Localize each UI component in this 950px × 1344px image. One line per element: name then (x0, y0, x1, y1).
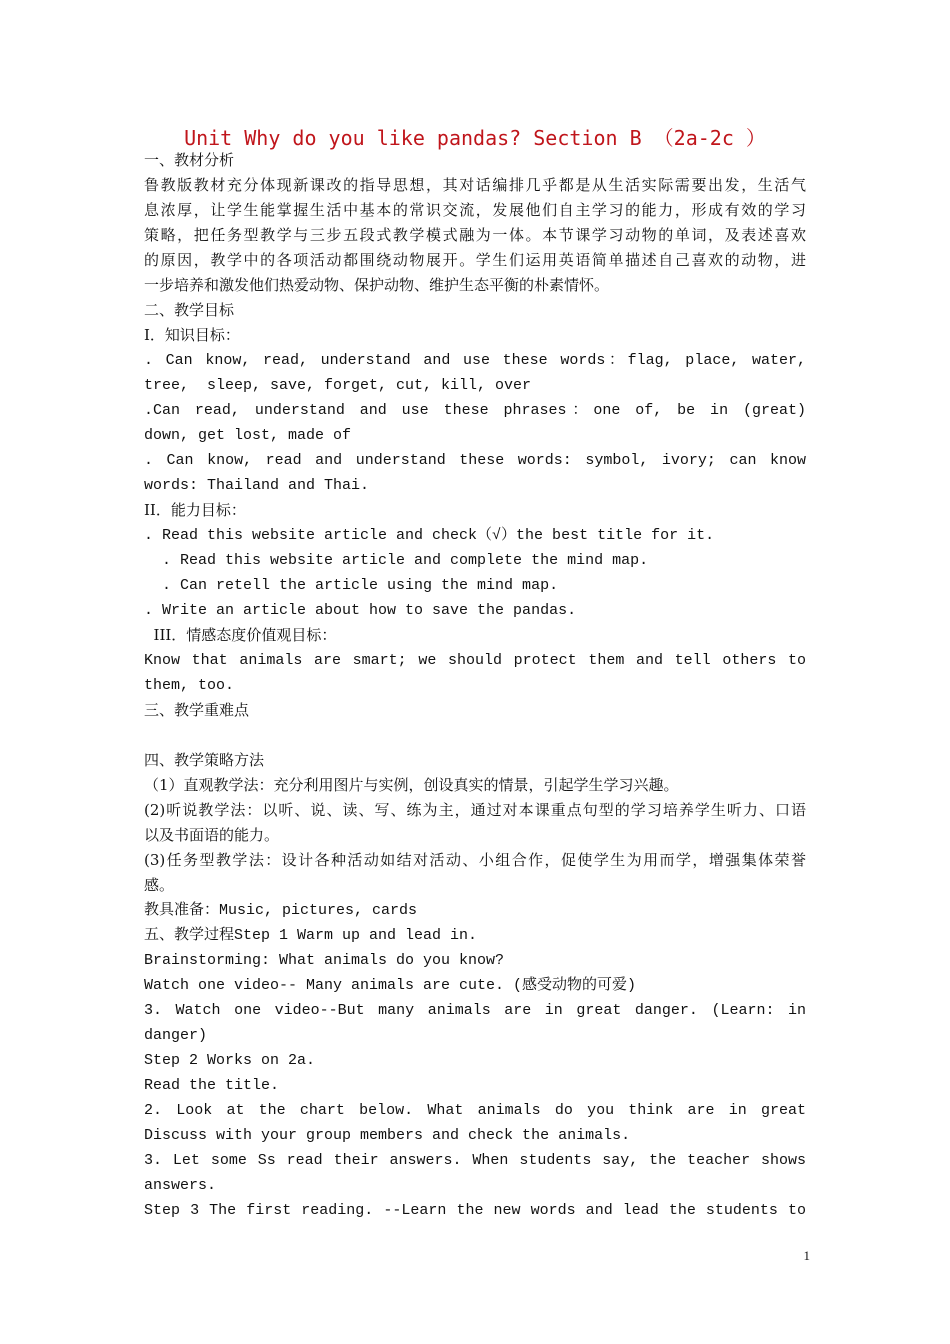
paragraph-line: . Can retell the article using the mind map. (144, 577, 559, 594)
paragraph-line: 息浓厚，让学生能掌握生活中基本的常识交流，发展他们自主学习的能力，形成有效的学习 (144, 201, 806, 219)
subsection-heading: II．能力目标： (144, 501, 246, 519)
paragraph-line: words: Thailand and Thai. (144, 477, 370, 494)
paragraph-line: danger) (144, 1027, 208, 1044)
paragraph-line: Discuss with your group members and check the animals. (144, 1127, 631, 1144)
paragraph-line: Watch one video-- Many animals are cute. (感受动物的可爱) (144, 977, 637, 994)
paragraph-line: (2)听说教学法：以听、说、读、写、练为主，通过对本课重点句型的学习培养学生听力、口语 (144, 801, 806, 819)
paragraph-line: 五、教学过程Step 1 Warm up and lead in. (144, 927, 478, 944)
paragraph-line: . Can know, read, understand and use these words：flag, place, water, (144, 352, 806, 369)
paragraph-line: 以及书面语的能力。 (144, 826, 280, 844)
paragraph-line: .Can read, understand and use these phrases：one of, be in (great) (144, 402, 806, 419)
paragraph-line: Step 2 Works on 2a. (144, 1052, 316, 1069)
paragraph-line: 2. Look at the chart below. What animals do you think are in great (144, 1102, 806, 1119)
section-heading: 三、教学重难点 (144, 701, 250, 719)
paragraph-line: Read the title. (144, 1077, 280, 1094)
paragraph-line: down, get lost, made of (144, 427, 352, 444)
paragraph-line: Brainstorming: What animals do you know? (144, 952, 505, 969)
blank-line (144, 723, 806, 748)
paragraph-line: . Read this website article and check（√）the best title for it. (144, 527, 715, 544)
paragraph-line: . Write an article about how to save the pandas. (144, 602, 577, 619)
paragraph-line: Step 3 The first reading. --Learn the new words and lead the students to (144, 1202, 806, 1219)
page-number: 1 (803, 1248, 810, 1263)
subsection-heading: I．知识目标： (144, 326, 240, 344)
paragraph-line: them, too. (144, 677, 235, 694)
paragraph-line: answers. (144, 1177, 217, 1194)
paragraph-line: 鲁教版教材充分体现新课改的指导思想，其对话编排几乎都是从生活实际需要出发，生活气 (144, 176, 806, 194)
section-heading: 二、教学目标 (144, 301, 235, 319)
paragraph-line: 策略，把任务型教学与三步五段式教学模式融为一体。本节课学习动物的单词，及表述喜欢 (144, 226, 806, 244)
document-title: Unit Why do you like pandas? Section B （2a-2c ） (184, 126, 766, 150)
subsection-heading: III．情感态度价值观目标： (144, 626, 337, 644)
paragraph-line: tree, sleep, save, forget, cut, kill, over (144, 377, 532, 394)
paragraph-line: 教具准备：Music, pictures, cards (144, 902, 418, 919)
paragraph-line: (3)任务型教学法：设计各种活动如结对活动、小组合作，促使学生为用而学，增强集体荣誉 (144, 851, 806, 869)
paragraph-line: . Read this website article and complete the mind map. (144, 552, 649, 569)
paragraph-line: 一步培养和激发他们热爱动物、保护动物、维护生态平衡的朴素情怀。 (144, 276, 610, 294)
paragraph-line: 感。 (144, 876, 175, 894)
section-heading: 四、教学策略方法 (144, 751, 265, 769)
section-heading: 一、教材分析 (144, 151, 235, 169)
document-body (144, 148, 806, 1223)
paragraph-line: （1）直观教学法：充分利用图片与实例，创设真实的情景，引起学生学习兴趣。 (144, 776, 679, 794)
paragraph-line: 3. Let some Ss read their answers. When students say, the teacher shows (144, 1152, 806, 1169)
paragraph-line: . Can know, read and understand these words: symbol, ivory; can know (144, 452, 806, 469)
paragraph-line: 的原因，教学中的各项活动都围绕动物展开。学生们运用英语简单描述自己喜欢的动物，进 (144, 251, 806, 269)
paragraph-line: Know that animals are smart; we should protect them and tell others to (144, 652, 806, 669)
paragraph-line: 3. Watch one video--But many animals are in great danger. (Learn: in (144, 1002, 806, 1019)
